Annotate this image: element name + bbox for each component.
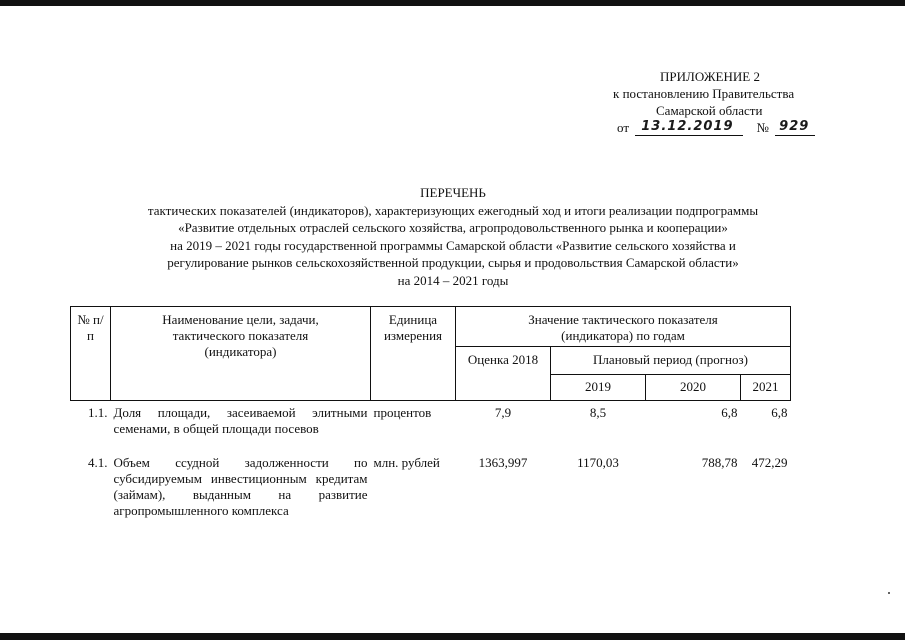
header-plan: Плановый период (прогноз) xyxy=(551,347,791,375)
from-label: от xyxy=(617,120,630,135)
handwritten-date: 13.12.2019 xyxy=(641,119,734,134)
row-unit: млн. рублей xyxy=(373,455,440,470)
header-values: Значение тактического показателя (индикатора) по годам xyxy=(456,307,791,347)
row-value-2021: 6,8 xyxy=(771,405,788,420)
date-slot xyxy=(635,120,743,136)
appendix-line-1: к постановлению Правительства xyxy=(613,86,795,101)
header-name: Наименование цели, задачи, тактического показателя (индикатора) xyxy=(111,307,371,401)
row-name: Доля площади, засеиваемой элитными семенами, в общей площади посевов xyxy=(113,405,368,436)
title-heading: ПЕРЕЧЕНЬ xyxy=(420,185,486,200)
header-unit: Единица измерения xyxy=(371,307,456,401)
row-value-2019: 8,5 xyxy=(589,405,607,420)
title-line-3: на 2019 – 2021 годы государственной программы Самарской области «Развитие сельского хозяйства и xyxy=(170,237,736,253)
appendix-line-2: Самарской области xyxy=(656,103,763,118)
header-year-2020: 2020 xyxy=(646,375,741,401)
header-estimate: Оценка 2018 xyxy=(456,347,551,401)
indicator-table xyxy=(70,306,791,519)
row-value-2020: 6,8 xyxy=(721,405,738,420)
scan-top-border xyxy=(0,0,905,6)
header-year-2019: 2019 xyxy=(551,375,646,401)
document-title xyxy=(40,184,866,290)
row-value-2021: 472,29 xyxy=(751,455,788,470)
row-unit: процентов xyxy=(373,405,432,420)
handwritten-number: 929 xyxy=(779,119,810,134)
appendix-date-line xyxy=(617,119,815,136)
title-line-1: тактических показателей (индикаторов), характеризующих ежегодный ход и итоги реализации подпрограммы xyxy=(147,202,759,218)
title-line-4: регулирование рынков сельскохозяйственной продукции, сырья и продовольствия Самарской области» xyxy=(167,255,739,271)
scan-bottom-border xyxy=(0,633,905,640)
header-number: № п/п xyxy=(71,307,111,401)
row-name: Объем ссудной задолженности по субсидируемым инвестиционным кредитам (займам), выданным на развитие агропромышленного комплекса xyxy=(113,455,368,518)
row-estimate: 1363,997 xyxy=(478,455,528,470)
appendix-title: ПРИЛОЖЕНИЕ 2 xyxy=(660,69,760,84)
table-row xyxy=(71,437,791,519)
header-year-2021: 2021 xyxy=(741,375,791,401)
title-line-5: на 2014 – 2021 годы xyxy=(397,272,509,288)
row-value-2019: 1170,03 xyxy=(577,455,619,470)
row-value-2020: 788,78 xyxy=(701,455,738,470)
number-label: № xyxy=(756,120,769,135)
row-number: 1.1. xyxy=(88,405,108,420)
title-line-2: «Развитие отдельных отраслей сельского хозяйства, агропродовольственного рынка и кооперации» xyxy=(178,220,728,236)
scan-speck xyxy=(888,592,890,594)
row-number: 4.1. xyxy=(88,455,108,470)
number-slot xyxy=(775,120,815,136)
row-estimate: 7,9 xyxy=(494,405,512,420)
table-row xyxy=(71,401,791,438)
